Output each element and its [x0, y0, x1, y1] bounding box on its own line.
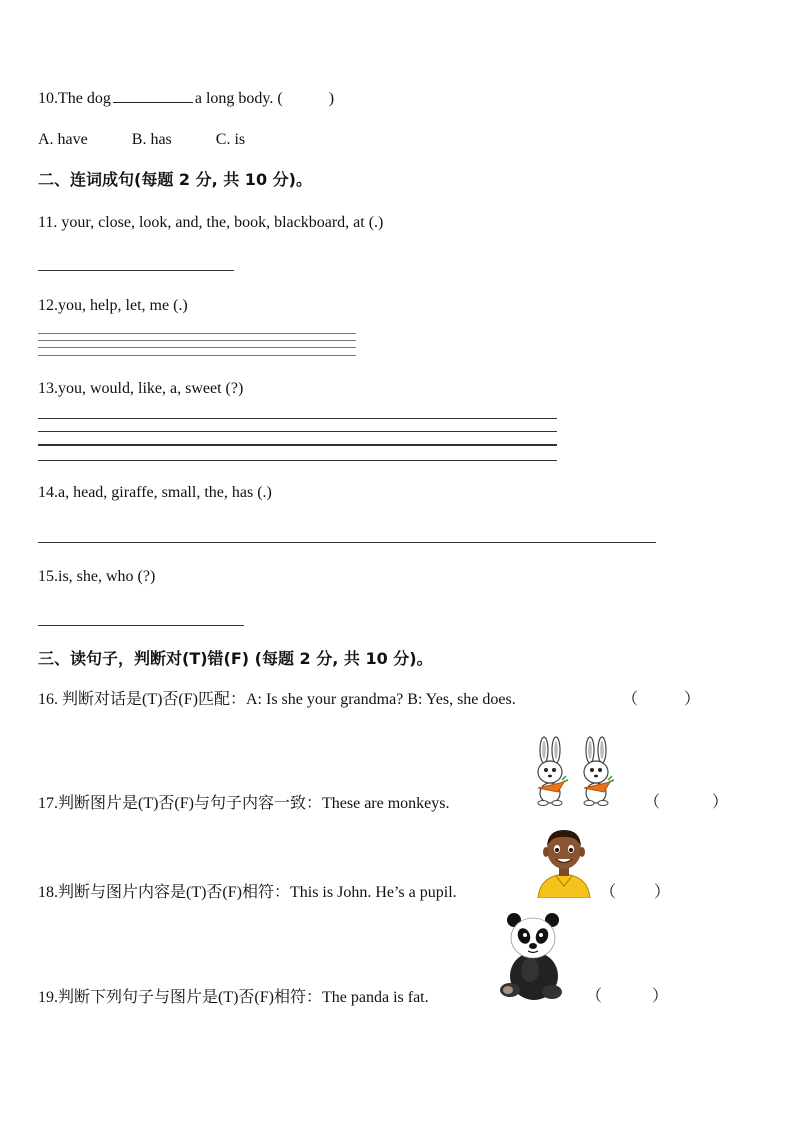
question-16: [38, 690, 516, 710]
q12-writing-line-2[interactable]: [38, 340, 356, 341]
question-12: 12.you, help, let, me (.): [38, 297, 188, 314]
q10-text-after: a long body. (: [194, 90, 283, 107]
q16-answer-paren[interactable]: （ ）: [622, 691, 701, 708]
q11-answer-line[interactable]: [38, 270, 234, 271]
q15-answer-line[interactable]: [38, 625, 244, 626]
question-14: 14.a, head, giraffe, small, the, has (.): [38, 484, 272, 501]
question-15: 15.is, she, who (?): [38, 568, 156, 585]
rabbit-left: [538, 737, 568, 806]
q10-paren-close: ): [328, 90, 335, 107]
q13-writing-line-3[interactable]: [38, 444, 557, 446]
question-11: 11. your, close, look, and, the, book, blackboard, at (.): [38, 214, 384, 231]
boy-pupil-icon: [534, 826, 594, 898]
q13-writing-line-1[interactable]: [38, 418, 557, 419]
section-2-title: 二、连词成句(每题 2 分, 共 10 分)。: [38, 170, 312, 189]
q17-answer-paren[interactable]: （ ）: [644, 794, 729, 811]
q19-answer-paren[interactable]: （ ）: [586, 988, 669, 1005]
q13-writing-line-4[interactable]: [38, 460, 557, 461]
section-3-title: 三、读句子，判断对(T)错(F) (每题 2 分, 共 10 分)。: [38, 649, 433, 668]
rabbit-right: [584, 737, 614, 806]
rabbits-with-carrots-icon: [528, 736, 620, 806]
question-13: 13.you, would, like, a, sweet (?): [38, 380, 244, 397]
q16-text: 16. 判断对话是(T)否(F)匹配：A: Is she your grandma? B: Yes, she does.: [38, 691, 516, 708]
q10-text-before: 10.The dog: [38, 90, 111, 107]
question-19: 19.判断下列句子与图片是(T)否(F)相符：The panda is fat.: [38, 989, 429, 1006]
q14-answer-line[interactable]: [38, 542, 656, 543]
q10-option-b[interactable]: B. has: [131, 131, 172, 148]
question-10: [38, 88, 334, 109]
q12-writing-line-1[interactable]: [38, 333, 356, 334]
q12-writing-line-3[interactable]: [38, 347, 356, 348]
question-17: 17.判断图片是(T)否(F)与句子内容一致：These are monkeys.: [38, 795, 450, 812]
q10-option-a[interactable]: A. have: [38, 131, 88, 148]
q10-options: [38, 130, 289, 150]
q13-writing-line-2[interactable]: [38, 431, 557, 432]
q12-writing-line-4[interactable]: [38, 355, 356, 356]
q10-option-c[interactable]: C. is: [215, 131, 246, 148]
q10-answer-blank[interactable]: [113, 88, 193, 103]
question-18: 18.判断与图片内容是(T)否(F)相符：This is John. He’s a pupil.: [38, 884, 457, 901]
panda-icon: [500, 910, 566, 1002]
q18-answer-paren[interactable]: （ ）: [600, 884, 671, 901]
